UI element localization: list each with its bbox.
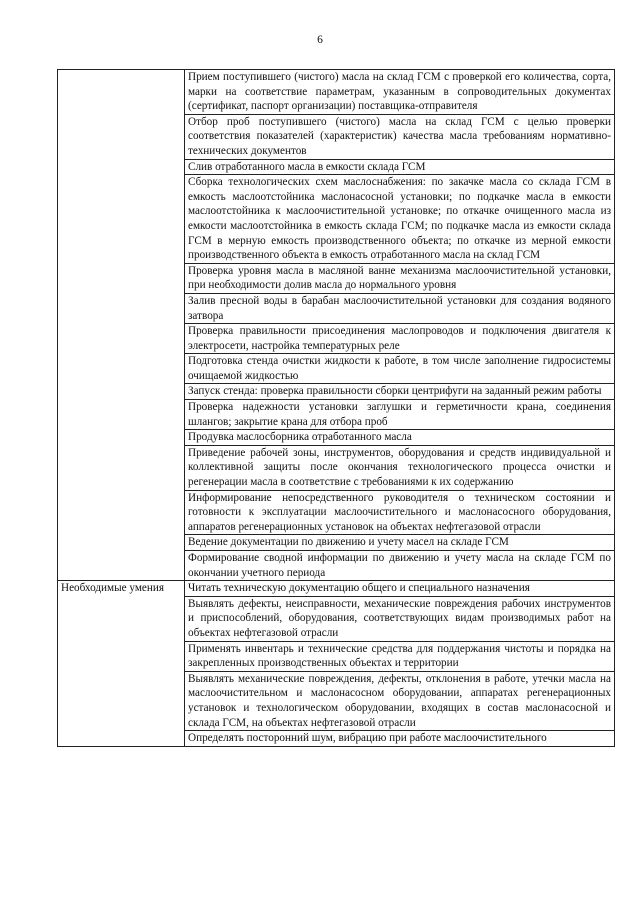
table-cell-item: Прием поступившего (чистого) масла на склад ГСМ с проверкой его количества, сорта, марки на соответствие параметрам, указанным в сопроводительных документах (сертификат, паспорт организации) поставщика-отправителя	[185, 70, 615, 115]
section-label: Необходимые умения	[58, 581, 185, 747]
section-label	[58, 70, 185, 581]
table-cell-item: Продувка маслосборника отработанного масла	[185, 430, 615, 446]
table-row	[58, 581, 615, 597]
table-cell-item: Отбор проб поступившего (чистого) масла на склад ГСМ с целью проверки соответствия показателей (характеристик) качества масла требованиям нормативно-технических документов	[185, 114, 615, 159]
table-cell-item: Проверка надежности установки заглушки и герметичности крана, соединения шлангов; закрытие крана для отбора проб	[185, 400, 615, 430]
requirements-table	[57, 69, 615, 747]
table-cell-item: Залив пресной воды в барабан маслоочистительной установки для создания водяного затвора	[185, 293, 615, 323]
table-body	[58, 70, 615, 747]
table-cell-item: Проверка уровня масла в масляной ванне механизма маслоочистительной установки, при необходимости долив масла до нормального уровня	[185, 263, 615, 293]
table-cell-item: Приведение рабочей зоны, инструментов, оборудования и средств индивидуальной и коллективной защиты после окончания технологического процесса очистки и регенерации масла в соответствие с требованиями к их содержанию	[185, 445, 615, 490]
table-cell-item: Формирование сводной информации по движению и учету масла на складе ГСМ по окончании учетного периода	[185, 551, 615, 581]
table-cell-item: Подготовка стенда очистки жидкости к работе, в том числе заполнение гидросистемы очищаемой жидкостью	[185, 354, 615, 384]
table-cell-item: Информирование непосредственного руководителя о техническом состоянии и готовности к эксплуатации маслоочистительного и маслонасосного оборудования, аппаратов регенерационных установок на объектах нефтегазовой отрасли	[185, 490, 615, 535]
table-cell-item: Применять инвентарь и технические средства для поддержания чистоты и порядка на закрепленных производственных объектах и территории	[185, 641, 615, 671]
table-cell-item: Проверка правильности присоединения маслопроводов и подключения двигателя к электросети, настройка температурных реле	[185, 324, 615, 354]
table-cell-item: Запуск стенда: проверка правильности сборки центрифуги на заданный режим работы	[185, 384, 615, 400]
page-number: 6	[317, 34, 323, 46]
table-cell-item: Выявлять дефекты, неисправности, механические повреждения рабочих инструментов и приспособлений, оборудования, соответствующих видам производимых работ на объектах нефтегазовой отрасли	[185, 596, 615, 641]
table-cell-item: Читать техническую документацию общего и специального назначения	[185, 581, 615, 597]
table-cell-item: Ведение документации по движению и учету масел на складе ГСМ	[185, 535, 615, 551]
table-cell-item: Слив отработанного масла в емкости склада ГСМ	[185, 159, 615, 175]
table-cell-item: Выявлять механические повреждения, дефекты, отклонения в работе, утечки масла на маслоочистительном и маслонасосном оборудовании, аппаратах регенерационных установок и технологическом оборудовании, входящих в состав маслонасосной и склада ГСМ, на объектах нефтегазовой отрасли	[185, 671, 615, 730]
table-row	[58, 70, 615, 115]
table-cell-item: Сборка технологических схем маслоснабжения: по закачке масла со склада ГСМ в емкость маслоотстойника маслонасосной установки; по подкачке масла в емкости маслоотстойника к маслоочистительной установке; по откачке очищенного масла из емкости маслоотстойника в емкость склада ГСМ; по подкачке масла из емкости склада ГСМ в мерную емкость производственного объекта; по откачке из мерной емкости производственного объекта в емкость отработанного масла на склад ГСМ	[185, 175, 615, 264]
table-cell-item: Определять посторонний шум, вибрацию при работе маслоочистительного	[185, 731, 615, 747]
